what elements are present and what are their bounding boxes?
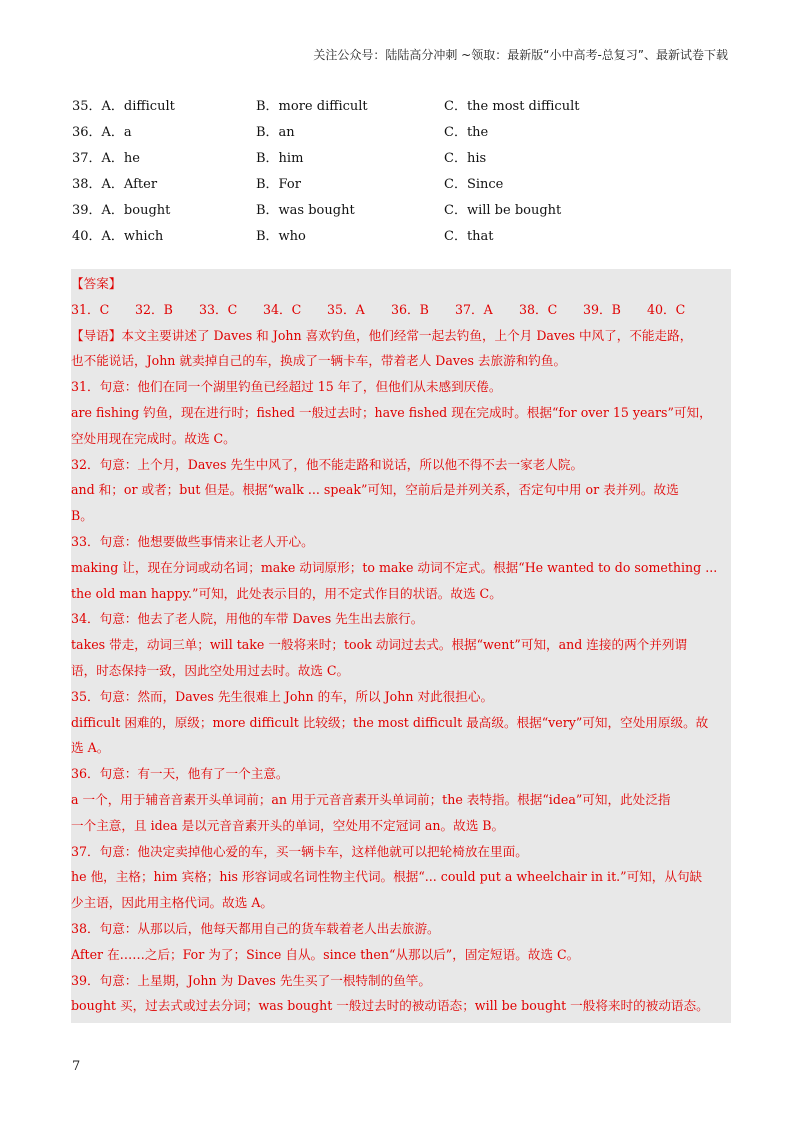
answer-key: 34．C — [263, 301, 302, 317]
explanation-line: 35．句意：然而，Daves 先生很难上 John 的车，所以 John 对此很担心。 — [71, 688, 494, 704]
option-choice-a: 36．A．a — [72, 125, 132, 140]
option-choice-a: 35．A．difficult — [72, 99, 175, 114]
answer-key: 37．A — [455, 301, 493, 317]
explanation-line: difficult 困难的，原级；more difficult 比较级；the most difficult 最高级。根据“very”可知，空处用原级。故 — [71, 714, 709, 730]
page-header: 关注公众号：陆陆高分冲刺 ~领取：最新版“小中高考-总复习”、最新试卷下载 — [313, 48, 728, 62]
explanation-line: B。 — [71, 508, 93, 524]
answer-title: 【答案】 — [71, 276, 122, 291]
option-row — [72, 120, 732, 146]
option-choice-a: 37．A．he — [72, 151, 140, 166]
option-choice-b: B．was bought — [256, 203, 355, 218]
answer-key: 40．C — [647, 301, 686, 317]
option-choice-c: C．his — [444, 151, 487, 166]
explanation-line: 选 A。 — [71, 740, 110, 756]
explanation-line: 语，时态保持一致，因此空处用过去时。故选 C。 — [71, 662, 350, 678]
explanation-line: 39．句意：上星期，John 为 Daves 先生买了一根特制的鱼竿。 — [71, 972, 431, 988]
explanation-line: 33．句意：他想要做些事情来让老人开心。 — [71, 533, 314, 549]
option-choice-c: C．the most difficult — [444, 99, 580, 114]
option-choice-b: B．more difficult — [256, 99, 368, 114]
option-choice-c: C．the — [444, 125, 489, 140]
explanation-line: the old man happy.”可知，此处表示目的，用不定式作目的状语。故选 C。 — [71, 585, 502, 601]
explanation-line: he 他，主格；him 宾格；his 形容词或名词性物主代词。根据“... could put a wheelchair in it.”可知，从句缺 — [71, 869, 703, 885]
option-choice-c: C．Since — [444, 177, 504, 192]
explanation-line: 空处用现在完成时。故选 C。 — [71, 430, 236, 446]
explanation-line: bought 买，过去式或过去分词；was bought 一般过去时的被动语态；will be bought 一般将来时的被动语态。 — [71, 998, 709, 1014]
option-choice-c: C．will be bought — [444, 203, 562, 218]
answer-key: 36．B — [391, 301, 429, 317]
explanation-line: 38．句意：从那以后，他每天都用自己的货车载着老人出去旅游。 — [71, 920, 440, 936]
option-row — [72, 94, 732, 120]
page-number: 7 — [72, 1059, 81, 1074]
answer-key: 38．C — [519, 301, 558, 317]
options-list — [72, 94, 732, 250]
explanation-line: 37．句意：他决定卖掉他心爱的车，买一辆卡车，这样他就可以把轮椅放在里面。 — [71, 843, 528, 859]
option-choice-b: B．For — [256, 177, 301, 192]
explanation-lines — [71, 323, 731, 1020]
option-choice-c: C．that — [444, 229, 494, 244]
explanation-line: 【导语】本文主要讲述了 Daves 和 John 喜欢钓鱼，他们经常一起去钓鱼，上个月 Daves 中风了，不能走路， — [71, 327, 693, 343]
option-row — [72, 172, 732, 198]
option-row — [72, 198, 732, 224]
answer-key: 33．C — [199, 301, 238, 317]
explanation-line: 34．句意：他去了老人院，用他的车带 Daves 先生出去旅行。 — [71, 611, 424, 627]
explanation-line: and 和；or 或者；but 但是。根据“walk ... speak”可知，空前后是并列关系，否定句中用 or 表并列。故选 — [71, 482, 679, 498]
answer-key: 39．B — [583, 301, 621, 317]
answer-key: 32．B — [135, 301, 173, 317]
explanation-line: After 在……之后；For 为了；Since 自从。since then“从那以后”，固定短语。故选 C。 — [71, 946, 580, 962]
explanation-line: 少主语，因此用主格代词。故选 A。 — [71, 895, 274, 911]
explanation-line: 一个主意，且 idea 是以元音音素开头的单词，空处用不定冠词 an。故选 B。 — [71, 817, 505, 833]
option-choice-a: 40．A．which — [72, 229, 164, 244]
option-choice-a: 39．A．bought — [72, 203, 171, 218]
option-choice-b: B．who — [256, 229, 306, 244]
explanation-line: a 一个，用于辅音音素开头单词前；an 用于元音音素开头单词前；the 表特指。根据“idea”可知，此处泛指 — [71, 791, 671, 807]
option-choice-a: 38．A．After — [72, 177, 158, 192]
option-row — [72, 224, 732, 250]
answer-keys — [71, 297, 731, 323]
explanation-line: making 让，现在分词或动名词；make 动词原形；to make 动词不定式。根据“He wanted to do something ... — [71, 559, 718, 575]
explanation-line: 31．句意：他们在同一个湖里钓鱼已经超过 15 年了，但他们从未感到厌倦。 — [71, 379, 502, 395]
explanation-line: 36．句意：有一天，他有了一个主意。 — [71, 766, 289, 782]
answer-key: 31．C — [71, 301, 110, 317]
explanation-line: takes 带走，动词三单；will take 一般将来时；took 动词过去式。根据“went”可知，and 连接的两个并列谓 — [71, 637, 688, 653]
answer-key: 35．A — [327, 301, 365, 317]
explanation-line: 32．句意：上个月，Daves 先生中风了，他不能走路和说话，所以他不得不去一家老人院。 — [71, 456, 584, 472]
explanation-line: 也不能说话，John 就卖掉自己的车，换成了一辆卡车，带着老人 Daves 去旅游和钓鱼。 — [71, 353, 567, 369]
option-choice-b: B．an — [256, 125, 295, 140]
option-choice-b: B．him — [256, 151, 304, 166]
answer-section — [71, 269, 731, 1023]
explanation-line: are fishing 钓鱼，现在进行时；fished 一般过去时；have fished 现在完成时。根据“for over 15 years”可知， — [71, 404, 712, 420]
option-row — [72, 146, 732, 172]
